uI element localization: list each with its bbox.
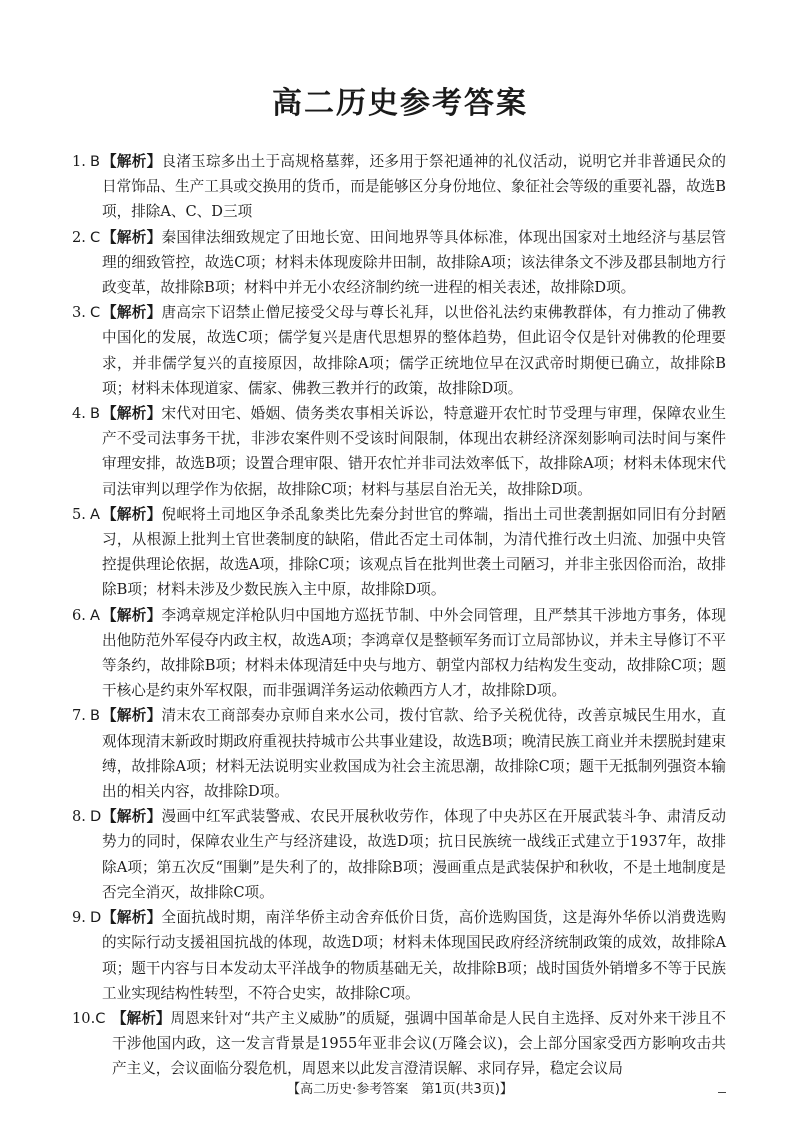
- answer-letter: D: [90, 808, 102, 826]
- answer-letter: B: [90, 153, 101, 170]
- item-number: 5.: [72, 505, 86, 523]
- analysis-tag: 【解析】: [102, 606, 162, 624]
- analysis-text: 倪岷将土司地区争杀乱象类比先秦分封世官的弊端，指出土司世袭割据如同旧有分封陋习，从根源上批判土官世袭制度的缺陷，借此否定土司体制，为清代推行改土归流、加强中央管控提供理论依据，故选A项，排除C项；该观点旨在批判世袭土司陋习，并非主张因俗而治，故排除B项；材料未涉及少数民族入主中原，故排除D项。: [102, 505, 726, 599]
- answer-letter: D: [90, 909, 102, 927]
- item-number: 1.: [72, 153, 86, 170]
- analysis-tag: 【解析】: [102, 228, 162, 246]
- answer-item-1: [72, 149, 726, 225]
- item-number: 3.: [72, 304, 86, 322]
- answer-item-8: [72, 804, 726, 905]
- answer-letter: C: [90, 228, 101, 246]
- analysis-tag: 【解析】: [102, 505, 162, 523]
- item-number: 8.: [72, 808, 86, 826]
- answer-letter: C: [90, 304, 101, 322]
- analysis-text: 宋代对田宅、婚姻、债务类农事相关诉讼，特意避开农忙时节受理与审理，保障农业生产不受司法事务干扰，非涉农案件则不受该时间限制，体现出农耕经济深刻影响司法时间与案件审理安排，故选B项；设置合理审限、错开农忙并非司法效率低下，故排除A项；材料未体现宋代司法审判以理学作为依据，故排除C项；材料与基层自治无关，故排除D项。: [102, 405, 726, 498]
- analysis-text: 清末农工商部奏办京师自来水公司，拨付官款、给予关税优待，改善京城民生用水，直观体现清末新政时期政府重视扶持城市公共事业建设，故选B项；晚清民族工商业并未摆脱封建束缚，故排除A项；材料无法说明实业救国成为社会主流思潮，故排除C项；题干无抵制列强资本输出的相关内容，故排除D项。: [102, 707, 726, 801]
- answer-head: [72, 804, 101, 829]
- answer-list: [72, 149, 726, 1082]
- item-number: 9.: [72, 909, 86, 927]
- answer-item-3: [72, 300, 726, 401]
- item-number: 10.: [72, 1009, 96, 1027]
- analysis-tag: 【解析】: [102, 707, 162, 725]
- analysis-text: 秦国律法细致规定了田地长宽、田间地界等具体标准，体现出国家对土地经济与基层管理的细致管控，故选C项；材料未体现废除井田制，故排除A项；该法律条文不涉及郡县制地方行政变革，故排除B项；材料中并无小农经济制约统一进程的相关表述，故排除D项。: [102, 228, 726, 297]
- item-number: 7.: [72, 707, 86, 725]
- page-title: 高二历史参考答案: [272, 86, 528, 121]
- analysis-tag: 【解析】: [112, 1009, 171, 1027]
- analysis-text: 周恩来针对“共产主义威胁”的质疑，强调中国革命是人民自主选择、反对外来干涉且不干涉他国内政，这一发言背景是1955年亚非会议(万隆会议)，会上部分国家受西方影响攻击共产主义，会议面临分裂危机，周恩来以此发言澄清误解、求同存异，稳定会议局: [112, 1009, 726, 1078]
- answer-head: [72, 401, 100, 426]
- analysis-tag: 【解析】: [102, 909, 162, 927]
- answer-item-6: [72, 603, 726, 704]
- page-footer: 【高二历史·参考答案 第1页(共3页)】: [287, 1082, 513, 1097]
- answer-letter: B: [90, 707, 101, 725]
- answer-item-10: [72, 1006, 726, 1082]
- item-number: 4.: [72, 405, 86, 423]
- analysis-text: 全面抗战时期，南洋华侨主动舍弃低价日货，高价选购国货，这是海外华侨以消费选购的实际行动支援祖国抗战的体现，故选D项；材料未体现国民政府经济统制政策的成效，故排除A项；题干内容与日本发动太平洋战争的物质基础无关，故排除B项；战时国货外销增多不等于民族工业实现结构性转型，不符合史实，故排除C项。: [102, 909, 726, 1002]
- answer-letter: A: [90, 505, 100, 523]
- answer-letter: C: [95, 1009, 106, 1027]
- answer-letter: B: [90, 405, 101, 423]
- analysis-text: 漫画中红军武装警戒、农民开展秋收劳作，体现了中央苏区在开展武装斗争、肃清反动势力的同时，保障农业生产与经济建设，故选D项；抗日民族统一战线正式建立于1937年，故排除A项；第五次反“围剿”是失利了的，故排除B项；漫画重点是武装保护和秋收，不是土地制度是否完全消灭，故排除C项。: [102, 808, 726, 901]
- analysis-text: 李鸿章规定洋枪队归中国地方巡抚节制、中外会同管理，且严禁其干涉地方事务，体现出他防范外军侵夺内政主权，故选A项；李鸿章仅是整顿军务而订立局部协议，并未主导修订不平等条约，故排除B项；材料未体现清廷中央与地方、朝堂内部权力结构发生变动，故排除C项；题干核心是约束外军权限，而非强调洋务运动依赖西方人才，故排除D项。: [102, 606, 726, 700]
- analysis-tag: 【解析】: [102, 808, 162, 826]
- analysis-tag: 【解析】: [102, 405, 162, 423]
- answer-head: [72, 300, 100, 325]
- analysis-tag: 【解析】: [102, 153, 162, 170]
- analysis-text: 唐高宗下诏禁止僧尼接受父母与尊长礼拜，以世俗礼法约束佛教群体，有力推动了佛教中国化的发展，故选C项；儒学复兴是唐代思想界的整体趋势，但此诏令仅是针对佛教的伦理要求，并非儒学复兴的直接原因，故排除A项；儒学正统地位早在汉武帝时期便已确立，故排除B项；材料未体现道家、儒家、佛教三教并行的政策，故排除D项。: [102, 304, 726, 397]
- corner-mark: [718, 1092, 726, 1093]
- answer-item-4: [72, 401, 726, 502]
- answer-head: [72, 905, 101, 930]
- answer-item-7: [72, 703, 726, 804]
- answer-letter: A: [90, 606, 100, 624]
- answer-item-9: [72, 905, 726, 1006]
- answer-item-2: [72, 225, 726, 301]
- analysis-tag: 【解析】: [102, 304, 162, 322]
- answer-head: [72, 703, 100, 728]
- answer-head: [72, 603, 100, 628]
- item-number: 2.: [72, 228, 86, 246]
- analysis-text: 良渚玉琮多出土于高规格墓葬，还多用于祭祀通神的礼仪活动，说明它并非普通民众的日常饰品、生产工具或交换用的货币，而是能够区分身份地位、象征社会等级的重要礼器，故选B项，排除A、C、D三项: [102, 153, 726, 221]
- answer-head: [72, 149, 100, 174]
- item-number: 6.: [72, 606, 86, 624]
- answer-head: [72, 502, 100, 527]
- answer-item-5: [72, 502, 726, 603]
- answer-head: [72, 1006, 105, 1031]
- answer-head: [72, 225, 100, 250]
